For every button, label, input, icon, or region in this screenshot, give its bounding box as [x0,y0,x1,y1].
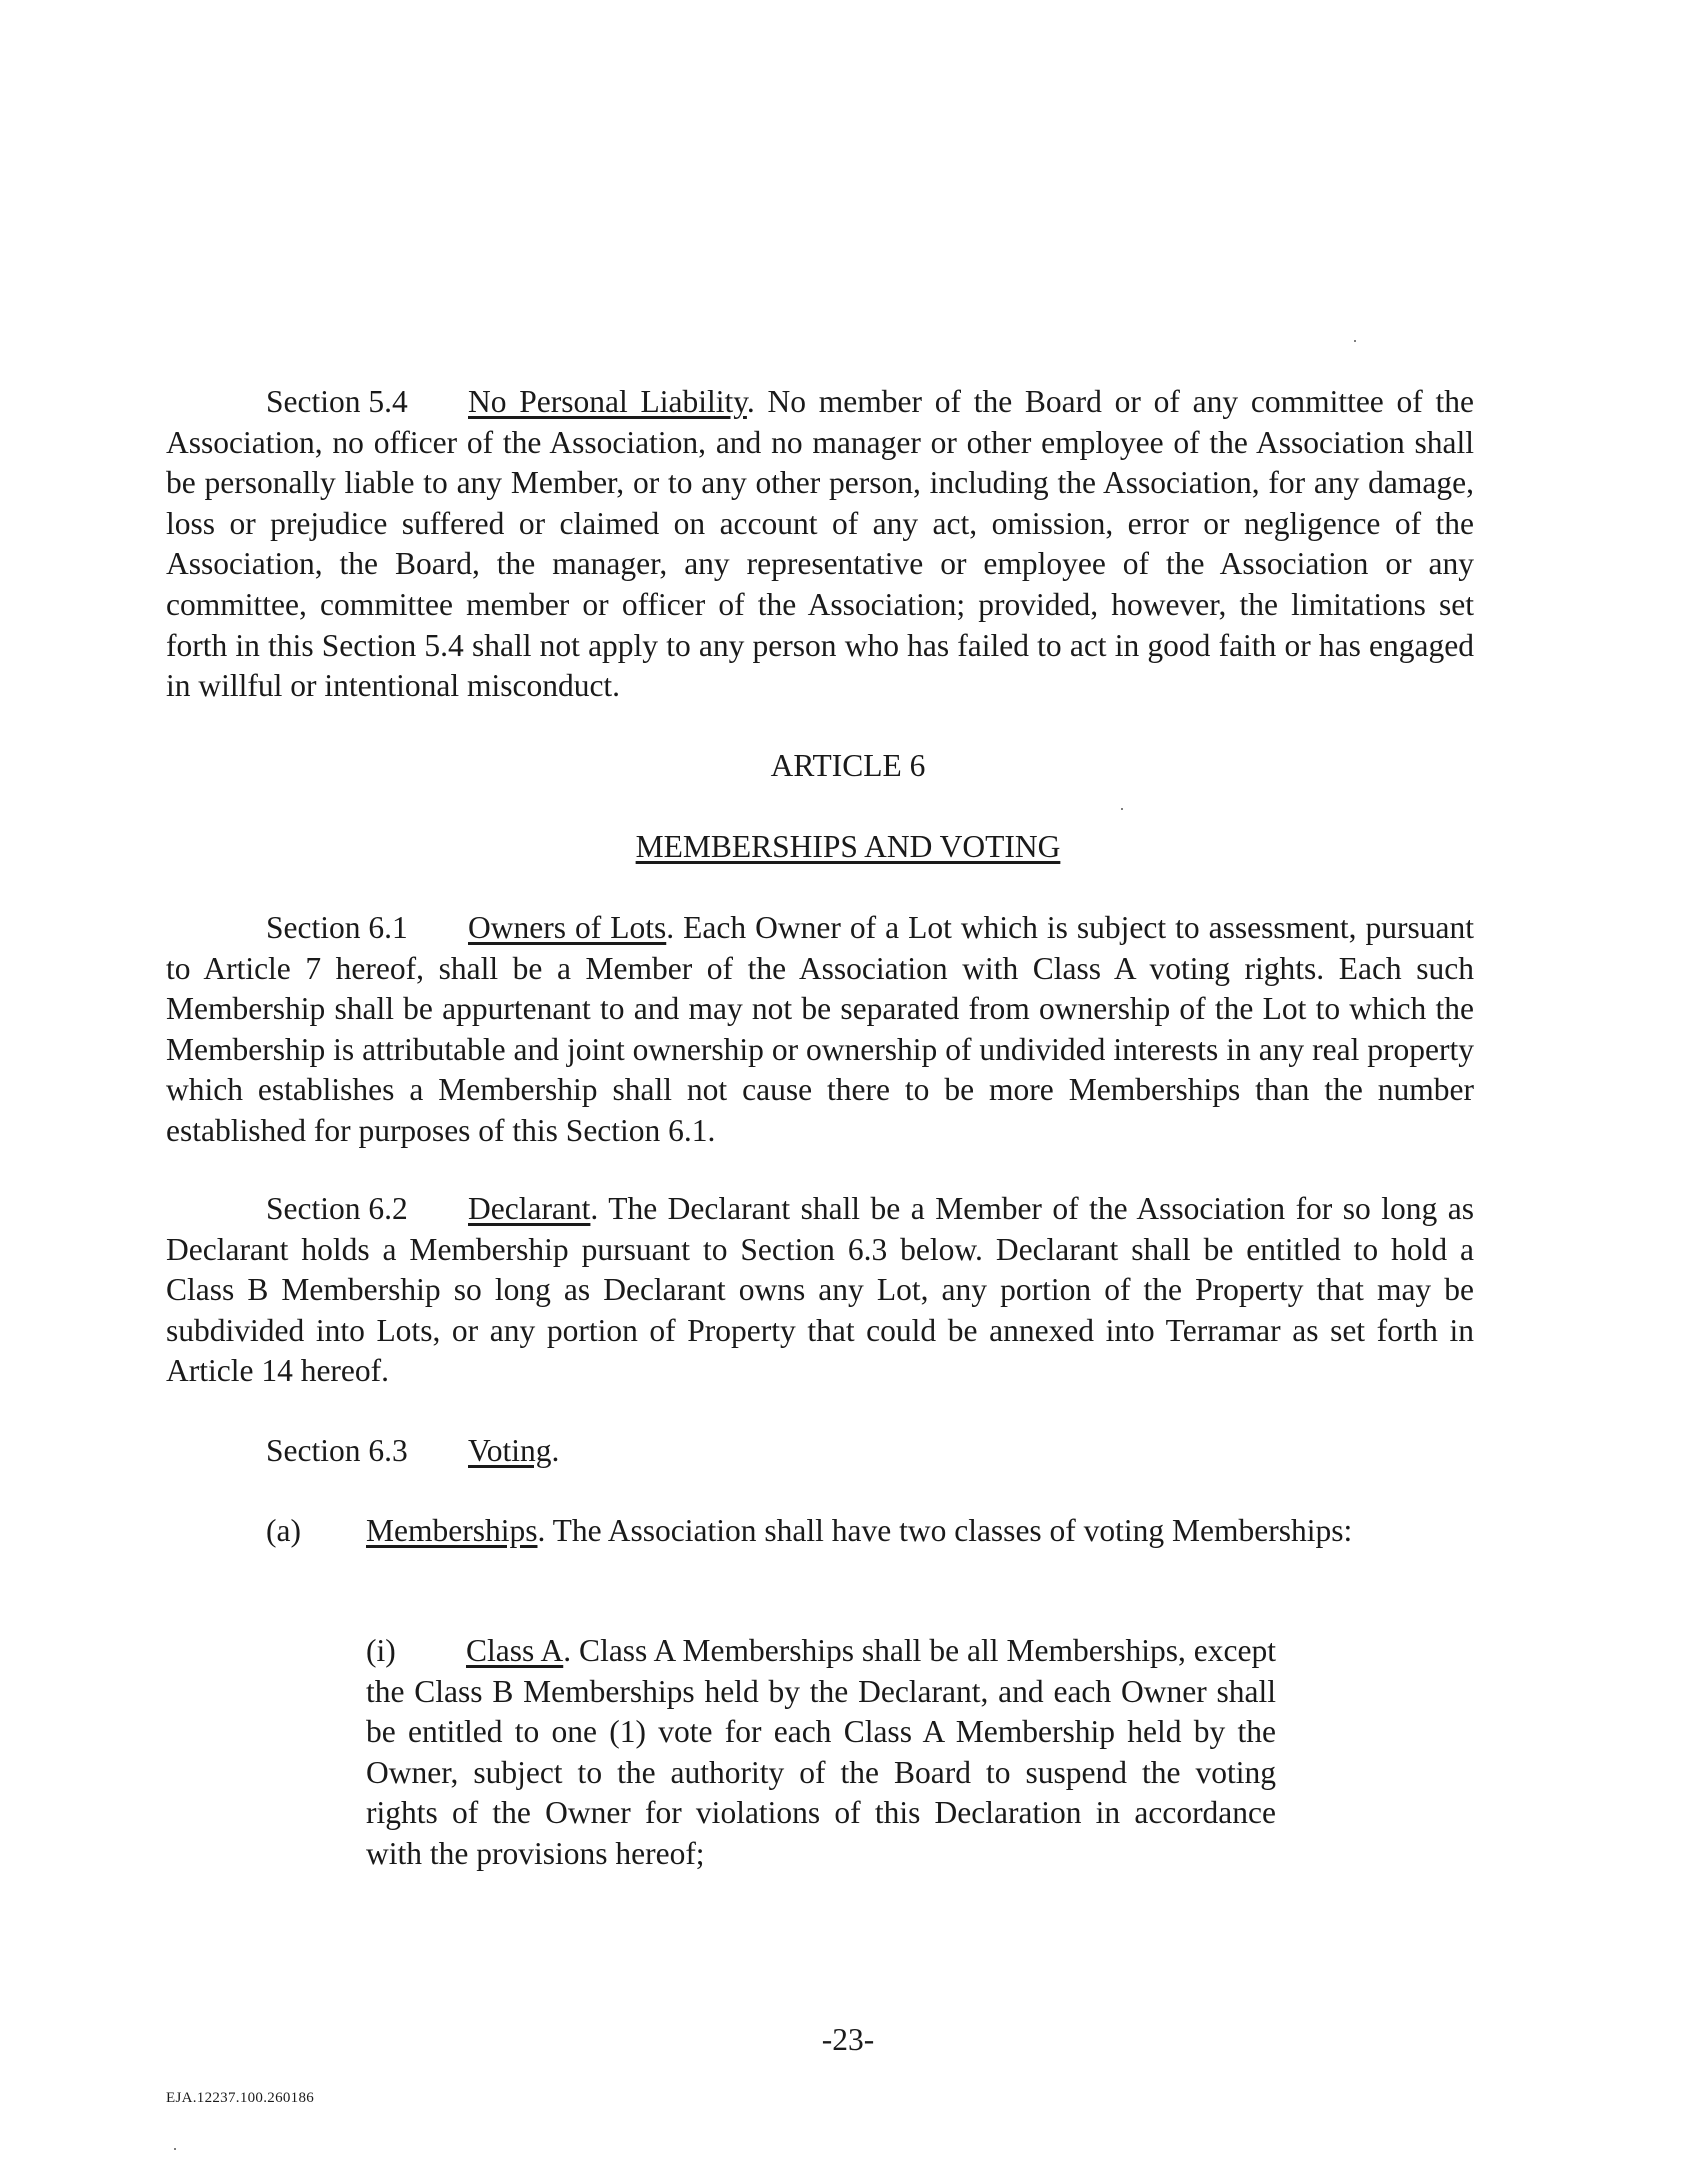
article-label: ARTICLE 6 [770,748,926,783]
subsection-a-paragraph [266,1511,1391,1552]
subsection-i-marker: (i) [366,1633,396,1668]
page-number: -23- [821,2022,875,2057]
subsection-i-paragraph [366,1631,1276,1875]
section-5-4-text: . No member of the Board or of any committee of the Association, no officer of the Association, and no manager or other employee of the Association shall be personally liable to any Member, or to any other person, including the Association, for any damage, loss or prejudice suffered or claimed on account of any act, omission, error or negligence of the Association, the Board, the manager, any representative or employee of the Association or any committee, committee member or officer of the Association; provided, however, the limitations set forth in this Section 5.4 shall not apply to any person who has failed to act in good faith or has engaged in willful or intentional misconduct. [166,384,1474,704]
article-title [0,827,1696,867]
section-6-2-paragraph [166,1189,1474,1392]
scan-speck [174,2148,176,2150]
section-6-1-title: Owners of Lots [468,910,667,945]
subsection-i-title: Class A [466,1633,564,1668]
section-5-4-number: Section 5.4 [266,384,408,419]
section-5-4-title: No Personal Liability [468,384,747,419]
subsection-a-title: Memberships [366,1513,538,1548]
section-6-2-title: Declarant [468,1191,591,1226]
subsection-i-text: . Class A Memberships shall be all Memberships, except the Class B Memberships held by the Declarant, and each Owner shall be entitled to one (1) vote for each Class A Membership held by the Owner, subject to the authority of the Board to suspend the voting rights of the Owner for violations of this Declaration in accordance with the provisions hereof; [366,1633,1276,1871]
section-6-3-title: Voting [468,1433,552,1468]
section-6-2-number: Section 6.2 [266,1191,408,1226]
subsection-a-text: . The Association shall have two classes of voting Memberships: [537,1513,1353,1548]
scan-speck [1354,340,1356,342]
subsection-a-marker: (a) [266,1513,301,1548]
article-title-text: MEMBERSHIPS AND VOTING [635,829,1061,864]
section-6-3-paragraph [166,1431,1474,1472]
section-6-3-number: Section 6.3 [266,1433,408,1468]
scan-speck [1121,808,1123,810]
footer-document-code: EJA.12237.100.260186 [166,2090,315,2106]
section-6-1-number: Section 6.1 [266,910,408,945]
section-6-1-text: . Each Owner of a Lot which is subject to assessment, pursuant to Article 7 hereof, shall be a Member of the Association with Class A voting rights. Each such Membership shall be appurtenant to and may not be separated from ownership of the Lot to which the Membership is attributable and joint ownership or ownership of undivided interests in any real property which establishes a Membership shall not cause there to be more Memberships than the number established for purposes of this Section 6.1. [166,910,1474,1148]
section-6-1-paragraph [166,908,1474,1152]
section-6-3-text: . [551,1433,560,1468]
section-5-4-paragraph [166,382,1474,707]
section-6-2-text: . The Declarant shall be a Member of the Association for so long as Declarant holds a Membership pursuant to Section 6.3 below. Declarant shall be entitled to hold a Class B Membership so long as Declarant owns any Lot, any portion of the Property that may be subdivided into Lots, or any portion of Property that could be annexed into Terramar as set forth in Article 14 hereof. [166,1191,1474,1389]
